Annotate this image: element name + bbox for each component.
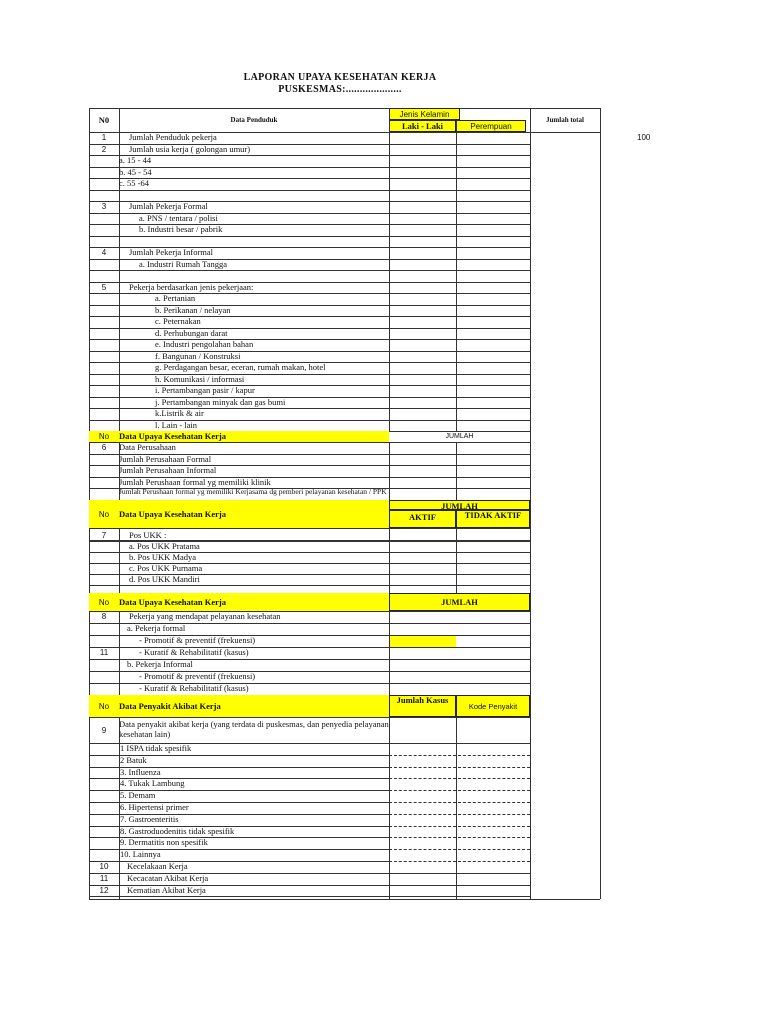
row-line	[389, 896, 530, 897]
row-line	[389, 767, 530, 768]
row-number	[89, 837, 119, 849]
header-laki: Laki - Laki	[389, 120, 456, 132]
row-line	[389, 814, 530, 815]
row-label: 2 Batuk	[120, 754, 147, 765]
header-jenis-kelamin: Jenis Kelamin	[389, 108, 460, 120]
section-no: No	[89, 695, 119, 717]
row-number: 7	[101, 531, 107, 540]
row-number: 11	[99, 873, 109, 883]
section-title: Data Upaya Kesehatan Kerja	[119, 500, 389, 528]
row-label: c. Peternakan	[155, 316, 201, 326]
row-label: Jumlah Perushaan formal yg memiliki Kerjasama dg pemberi pelayanan kesehatan / PPK	[119, 488, 387, 496]
row-label: - Promotif & preventif (frekuensi)	[139, 671, 256, 681]
row-line	[389, 873, 530, 874]
row-number	[89, 541, 119, 552]
header-jumlah-kasus: Jumlah Kasus	[389, 695, 456, 717]
row-label: d. Pos UKK Mandiri	[129, 574, 200, 584]
row-line	[389, 755, 530, 756]
header-no: N0	[98, 114, 110, 125]
row-label: a. Industri Rumah Tangga	[139, 258, 228, 269]
row-label: Pekerja berdasarkan jenis pekerjaan:	[129, 281, 254, 292]
row-number	[89, 849, 119, 861]
row-label: g. Perdagangan besar, eceran, rumah makan, hotel	[155, 362, 326, 372]
row-number	[89, 814, 119, 826]
row-number	[89, 167, 119, 179]
header-tidak-aktif: TIDAK AKTIF	[456, 510, 530, 528]
row-number: 11	[99, 648, 109, 657]
row-number	[89, 683, 119, 695]
row-label: Jumlah Perusahaan Formal	[119, 453, 212, 464]
row-label: 4. Tukak Lambung	[120, 778, 185, 789]
row-number	[89, 224, 119, 236]
column-line	[456, 442, 457, 500]
row-label: - Promotif & preventif (frekuensi)	[139, 635, 256, 645]
row-label: i. Pertambangan pasir / kapur	[155, 385, 255, 395]
row-label	[119, 190, 399, 202]
section-title: Data Upaya Kesehatan Kerja	[119, 593, 389, 611]
row-number	[89, 743, 119, 755]
column-line	[456, 528, 457, 593]
row-number: 1	[101, 133, 107, 142]
column-line	[530, 108, 531, 899]
row-label: f. Bangunan / Konstruksi	[155, 350, 241, 361]
column-line	[456, 717, 457, 899]
row-label: 8. Gastroduodenitis tidak spesifik	[120, 825, 235, 836]
row-label: Data Perusahaan	[119, 442, 176, 452]
row-number: 9	[101, 725, 107, 735]
row-number	[89, 293, 119, 305]
row-label: 10. Lainnya	[120, 849, 161, 860]
row-label: 3. Influenza	[120, 766, 161, 777]
row-label: 5. Demam	[120, 790, 156, 801]
row-label: l. Lain - lain	[155, 419, 198, 430]
column-line	[600, 108, 601, 899]
column-line	[389, 442, 390, 500]
row-label: Jumlah Pekerja Formal	[129, 201, 208, 211]
row-number: 6	[101, 443, 107, 452]
outside-value: 100	[637, 133, 651, 142]
section-title: Data Penyakit Akibat Kerja	[119, 695, 389, 717]
row-number: 12	[99, 885, 109, 895]
row-number	[89, 155, 119, 167]
section-title: Data Upaya Kesehatan Kerja	[119, 431, 389, 442]
section-jumlah: JUMLAH	[389, 593, 530, 611]
section-jumlah: JUMLAH	[445, 433, 474, 440]
row-line	[89, 896, 389, 897]
row-label: b. 45 - 54	[119, 166, 152, 177]
row-label: h. Komunikasi / informasi	[155, 373, 245, 384]
row-line	[389, 885, 530, 886]
row-number	[89, 454, 119, 466]
row-label: a. 15 - 44	[119, 155, 152, 165]
row-label: d. Perhubungan darat	[155, 327, 228, 338]
row-label: b. Pos UKK Madya	[129, 552, 197, 562]
row-label: - Kuratif & Rehabilitatif (kasus)	[139, 683, 249, 693]
row-label: b. Perikanan / nelayan	[155, 304, 231, 315]
row-line	[89, 717, 530, 718]
row-number	[89, 659, 119, 671]
row-number	[89, 574, 119, 585]
row-line	[89, 899, 600, 900]
row-number	[89, 563, 119, 574]
row-line	[389, 837, 530, 838]
row-line	[389, 849, 530, 850]
row-number	[89, 408, 119, 420]
row-label: a. Pekerja formal	[127, 623, 186, 633]
header-data-penduduk: Data Penduduk	[230, 115, 278, 124]
row-number	[89, 671, 119, 683]
report-subtitle: PUSKESMAS:....................	[278, 84, 402, 95]
row-number	[89, 236, 119, 248]
row-label: b. Industri besar / pabrik	[139, 224, 223, 234]
row-label: b. Pekerja Informal	[127, 659, 193, 669]
row-label: Data penyakit akibat kerja (yang terdata di puskesmas, dan penyedia pelayanan kesehatan lain)	[119, 719, 389, 739]
row-label	[119, 270, 399, 282]
row-number	[89, 623, 119, 635]
row-line	[389, 861, 530, 862]
row-label: Pekerja yang mendapat pelayanan kesehatan	[129, 611, 281, 621]
row-number	[89, 397, 119, 409]
header-kode-penyakit: Kode Penyakit	[456, 695, 530, 717]
row-number	[89, 826, 119, 838]
row-label: c. 55 -64	[119, 178, 149, 188]
header-perempuan: Perempuan	[456, 120, 526, 132]
row-number	[89, 362, 119, 374]
row-label: - Kuratif & Rehabilitatif (kasus)	[139, 647, 249, 657]
row-label: c. Pos UKK Purnama	[129, 563, 203, 573]
row-line	[389, 778, 530, 779]
section-no: No	[89, 593, 119, 611]
row-label: Jumlah Penduduk pekerja	[129, 132, 217, 142]
row-number	[89, 778, 119, 790]
row-number	[89, 305, 119, 317]
row-number	[89, 635, 119, 647]
row-label: 1 ISPA tidak spesifik	[120, 743, 192, 753]
row-label: j. Pertambangan minyak dan gas bumi	[155, 396, 286, 407]
header-jumlah-total: Jumlah total	[546, 115, 584, 124]
row-number: 2	[101, 144, 107, 154]
section-no: No	[89, 431, 119, 442]
row-number: 10	[99, 862, 109, 871]
row-label: e. Industri pengolahan bahan	[155, 339, 254, 349]
row-line	[389, 826, 530, 827]
row-number	[89, 328, 119, 340]
report-title: LAPORAN UPAYA KESEHATAN KERJA	[243, 72, 437, 83]
row-line	[389, 790, 530, 791]
row-label: 6. Hipertensi primer	[120, 802, 189, 812]
row-number	[89, 477, 119, 489]
row-number	[89, 802, 119, 814]
row-number	[89, 316, 119, 328]
row-number	[89, 755, 119, 767]
row-number	[89, 465, 119, 477]
row-line	[89, 528, 530, 529]
row-label: Pos UKK :	[129, 530, 167, 540]
row-label: 9. Dermatitis non spesifik	[120, 837, 208, 848]
row-label: Kecacatan Akibat Kerja	[127, 872, 209, 883]
row-number	[89, 385, 119, 397]
row-number	[89, 213, 119, 225]
row-label: a. Pos UKK Pratama	[129, 541, 200, 551]
row-number	[89, 767, 119, 779]
row-label: Kecelakaan Kerja	[127, 861, 188, 871]
row-line	[89, 585, 530, 586]
row-label: a. Pertanian	[155, 293, 196, 303]
row-label: Jumlah Perusahaan Informal	[119, 465, 217, 475]
row-label: Kematian Akibat Kerja	[127, 884, 206, 895]
row-number	[89, 270, 119, 282]
section-jumlah: JUMLAH	[389, 500, 530, 510]
row-line	[389, 802, 530, 803]
row-number: 3	[101, 202, 107, 211]
row-number	[89, 552, 119, 563]
row-number	[89, 339, 119, 351]
row-label: Jumlah Pekerja Informal	[129, 247, 214, 257]
row-number	[89, 420, 119, 432]
row-number: 8	[101, 612, 107, 621]
row-number	[89, 790, 119, 802]
row-label: 7. Gastroenteritis	[120, 813, 179, 824]
header-aktif: AKTIF	[389, 510, 456, 528]
row-number	[89, 178, 119, 190]
row-label: Jumlah usia kerja ( golongan umur)	[129, 143, 251, 154]
row-number	[89, 190, 119, 202]
row-number	[89, 259, 119, 271]
row-number: 5	[101, 282, 107, 292]
row-label: a. PNS / tentara / polisi	[139, 212, 218, 223]
row-label: Jumlah Perushaan formal yg memiliki klinik	[119, 476, 271, 487]
row-number	[89, 351, 119, 363]
row-label: k.Listrik & air	[155, 408, 204, 418]
row-label	[119, 236, 399, 248]
row-number	[89, 374, 119, 386]
section-no: No	[89, 500, 119, 528]
row-number: 4	[101, 248, 107, 257]
